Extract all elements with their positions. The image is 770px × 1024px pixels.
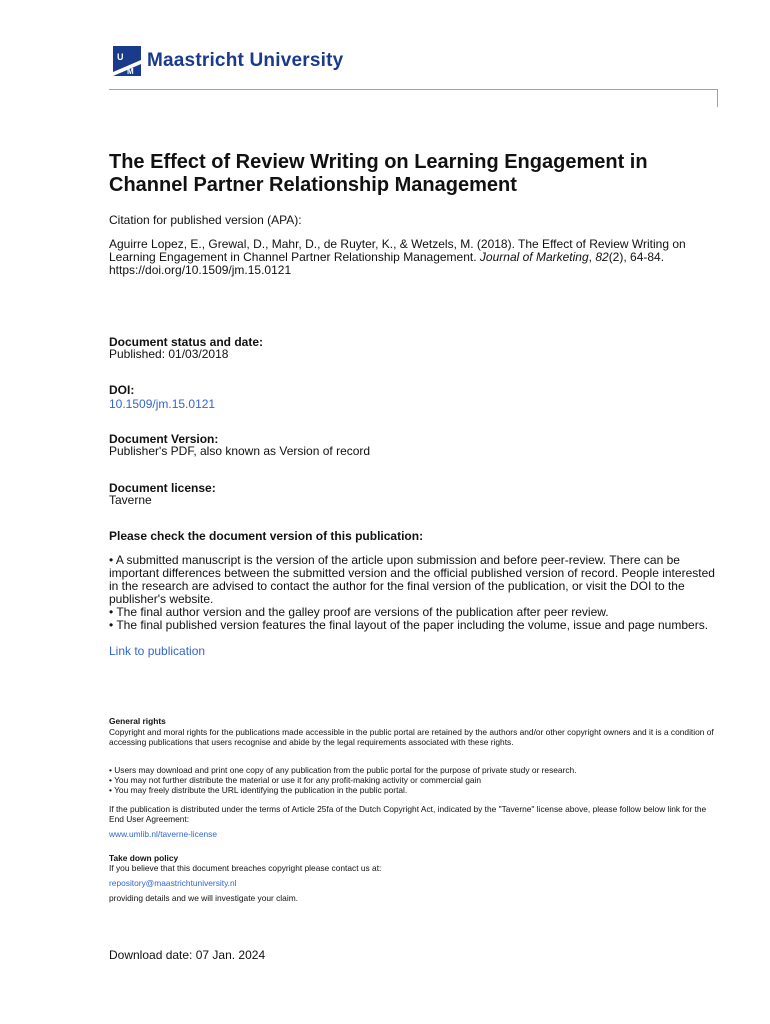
version-note-item: • A submitted manuscript is the version of the article upon submission and before peer-review. There can be important differences between the submitted version and the official published version of record. People interested in the research are advised to contact the author for the final version of the publication, or visit the DOI to the publisher's website. xyxy=(109,553,715,606)
takedown-closing: providing details and we will investigate your claim. xyxy=(109,893,298,903)
general-rights-heading: General rights xyxy=(109,716,166,726)
link-to-publication[interactable]: Link to publication xyxy=(109,644,206,658)
rights-list-item: • Users may download and print one copy of any publication from the public portal for the purpose of private study or research. xyxy=(109,765,577,775)
general-rights-text: Copyright and moral rights for the publications made accessible in the public portal are retained by the authors and/or other copyright owners and it is a condition of accessing publications that users recognise and abide by the legal requirements associated with these rights. xyxy=(109,727,714,747)
takedown-text: If you believe that this document breaches copyright please contact us at: xyxy=(109,863,382,873)
version-note-item: • The final author version and the galley proof are versions of the publication after peer review. xyxy=(109,605,609,619)
rights-list-item: • You may not further distribute the material or use it for any profit-making activity or commercial gain xyxy=(109,775,482,785)
version-value: Publisher's PDF, also known as Version of record xyxy=(109,444,371,458)
doi-heading: DOI: xyxy=(109,383,135,397)
rights-list xyxy=(109,765,721,795)
taverne-note: If the publication is distributed under the terms of Article 25fa of the Dutch Copyright Act, indicated by the "Taverne" license above, please follow below link for the End User Agreement: xyxy=(109,804,707,824)
citation-label: Citation for published version (APA): xyxy=(109,213,302,227)
version-notes xyxy=(109,554,721,632)
repository-email-link[interactable]: repository@maastrichtuniversity.nl xyxy=(109,878,237,888)
citation-volume: 82 xyxy=(595,250,609,264)
um-logo-icon xyxy=(113,46,141,76)
citation-journal: Journal of Marketing xyxy=(479,250,589,264)
license-value: Taverne xyxy=(109,493,152,507)
version-heading: Document Version: xyxy=(109,432,219,446)
version-note-item: • The final published version features the final layout of the paper including the volume, issue and page numbers. xyxy=(109,618,709,632)
doi-link[interactable]: 10.1509/jm.15.0121 xyxy=(109,397,216,411)
status-value: Published: 01/03/2018 xyxy=(109,347,229,361)
download-date: Download date: 07 Jan. 2024 xyxy=(109,948,266,962)
svg-text:U: U xyxy=(117,52,124,62)
rights-list-item: • You may freely distribute the URL identifying the publication in the public portal. xyxy=(109,785,408,795)
citation-authors: Aguirre Lopez, E., Grewal, D., Mahr, D., de Ruyter, K., & Wetzels, M. (2018). The Effect of Review Writing on Learning Engagement in Channel Partner Relationship Management. xyxy=(109,237,686,264)
document-title: The Effect of Review Writing on Learning Engagement in Channel Partner Relationship Management xyxy=(109,151,648,196)
status-heading: Document status and date: xyxy=(109,335,264,349)
header-divider-tick xyxy=(717,89,718,107)
header-divider xyxy=(109,89,718,90)
university-logo xyxy=(113,46,343,76)
svg-text:M: M xyxy=(127,67,134,76)
citation-issue-pages: (2), 64-84. https://doi.org/10.1509/jm.15.0121 xyxy=(109,250,665,277)
taverne-license-link[interactable]: www.umlib.nl/taverne-license xyxy=(109,829,217,839)
license-heading: Document license: xyxy=(109,481,216,495)
takedown-heading: Take down policy xyxy=(109,853,179,863)
citation-text: Aguirre Lopez, E., Grewal, D., Mahr, D., de Ruyter, K., & Wetzels, M. (2018). The Effect of Review Writing on Learning Engagement in Channel Partner Relationship Management. Journal of Marketing, 82(2), 64-84. https://doi.org/10.1509/jm.15.0121 xyxy=(109,237,686,277)
logo-text: Maastricht University xyxy=(147,50,344,71)
check-version-heading: Please check the document version of this publication: xyxy=(109,529,424,543)
